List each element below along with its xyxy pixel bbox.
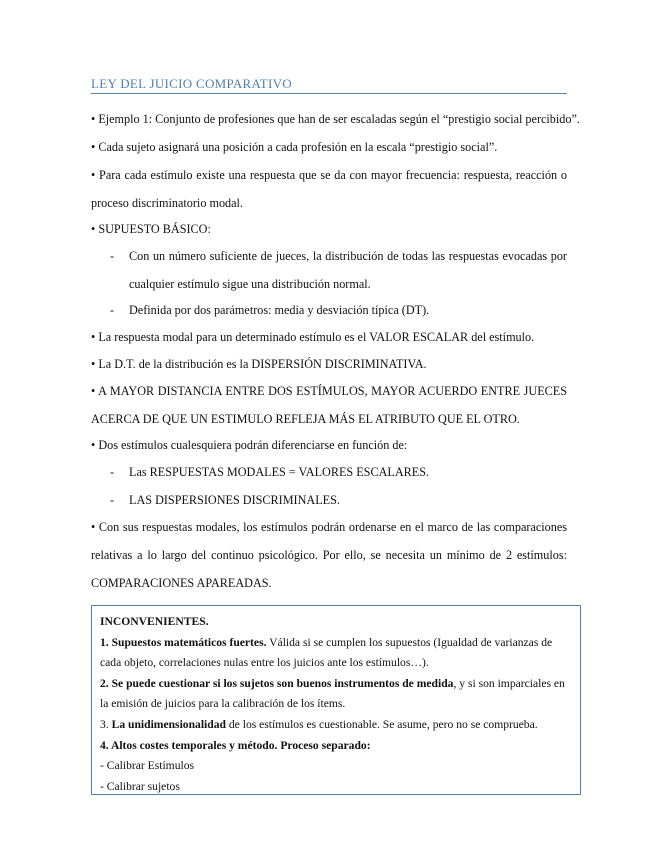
drawback-1-text: Válida si se cumplen los supuestos (Igualdad de varianzas de cada objeto, correlaciones nulas entre los juicios ante los estímulos…).	[100, 635, 553, 670]
drawback-1-lead: 1. Supuestos matemáticos fuertes.	[100, 635, 267, 649]
dash-marker: -	[110, 493, 115, 507]
bullet-modal-response: • Para cada estímulo existe una respuesta que se da con mayor frecuencia: respuesta, reacción o proceso discriminatorio modal.	[91, 168, 567, 210]
drawback-item-1	[100, 633, 572, 674]
sub-item-parameters: Definida por dos parámetros: media y desviación típica (DT).	[129, 303, 430, 317]
drawback-2-lead: 2. Se puede cuestionar si los sujetos son buenos instrumentos de medida	[100, 676, 454, 690]
calibrate-subjects: - Calibrar sujetos	[100, 779, 180, 793]
sub-item-discriminal-dispersions: LAS DISPERSIONES DISCRIMINALES.	[129, 493, 340, 507]
dash-marker: -	[110, 303, 115, 317]
dash-marker: -	[110, 249, 115, 263]
calibrate-stimuli: - Calibrar Estímulos	[100, 759, 195, 773]
box-title: INCONVENIENTES.	[100, 615, 209, 628]
bullet-basic-assumption: • SUPUESTO BÁSICO:	[91, 222, 211, 236]
drawback-3-text: de los estímulos es cuestionable. Se asume, pero no se comprueba.	[225, 717, 538, 731]
heading-underline	[91, 93, 567, 94]
drawback-item-3	[100, 715, 572, 736]
drawback-2-text: , y si son imparciales en la emisión de juicios para la calibración de los ítems.	[100, 676, 565, 711]
drawback-item-4: 4. Altos costes temporales y método. Proceso separado:	[100, 738, 371, 752]
dash-marker: -	[110, 465, 115, 479]
drawback-3-lead: La unidimensionalidad	[111, 717, 226, 731]
drawback-3-number: 3.	[100, 717, 112, 731]
sub-item-normal-distribution: Con un número suficiente de jueces, la distribución de todas las respuestas evocadas por cualquier estímulo sigue una distribución normal.	[129, 249, 567, 291]
drawback-item-2	[100, 674, 572, 715]
bullet-assignment: • Cada sujeto asignará una posición a cada profesión en la escala “prestigio social”.	[91, 140, 498, 154]
bullet-example: • Ejemplo 1: Conjunto de profesiones que han de ser escaladas según el “prestigio social percibido”.	[91, 112, 580, 126]
sub-item-modal-responses: Las RESPUESTAS MODALES = VALORES ESCALARES.	[129, 465, 430, 479]
bullet-distance-agreement: • A MAYOR DISTANCIA ENTRE DOS ESTÍMULOS, MAYOR ACUERDO ENTRE JUECES ACERCA DE QUE UN ESTIMULO REFLEJA MÁS EL ATRIBUTO QUE EL OTRO.	[91, 384, 567, 426]
bullet-scale-value: • La respuesta modal para un determinado estímulo es el VALOR ESCALAR del estímulo.	[91, 330, 535, 344]
bullet-dispersion: • La D.T. de la distribución es la DISPERSIÓN DISCRIMINATIVA.	[91, 357, 427, 371]
drawbacks-box	[91, 605, 581, 795]
section-heading: LEY DEL JUICIO COMPARATIVO	[91, 76, 292, 91]
bullet-paired-comparisons: • Con sus respuestas modales, los estímulos podrán ordenarse en el marco de las comparaciones relativas a lo largo del continuo psicológico. Por ello, se necesita un mínimo de 2 estímulos: COMPARACIONES APAREADAS.	[91, 520, 567, 590]
bullet-differentiation: • Dos estímulos cualesquiera podrán diferenciarse en función de:	[91, 438, 408, 452]
